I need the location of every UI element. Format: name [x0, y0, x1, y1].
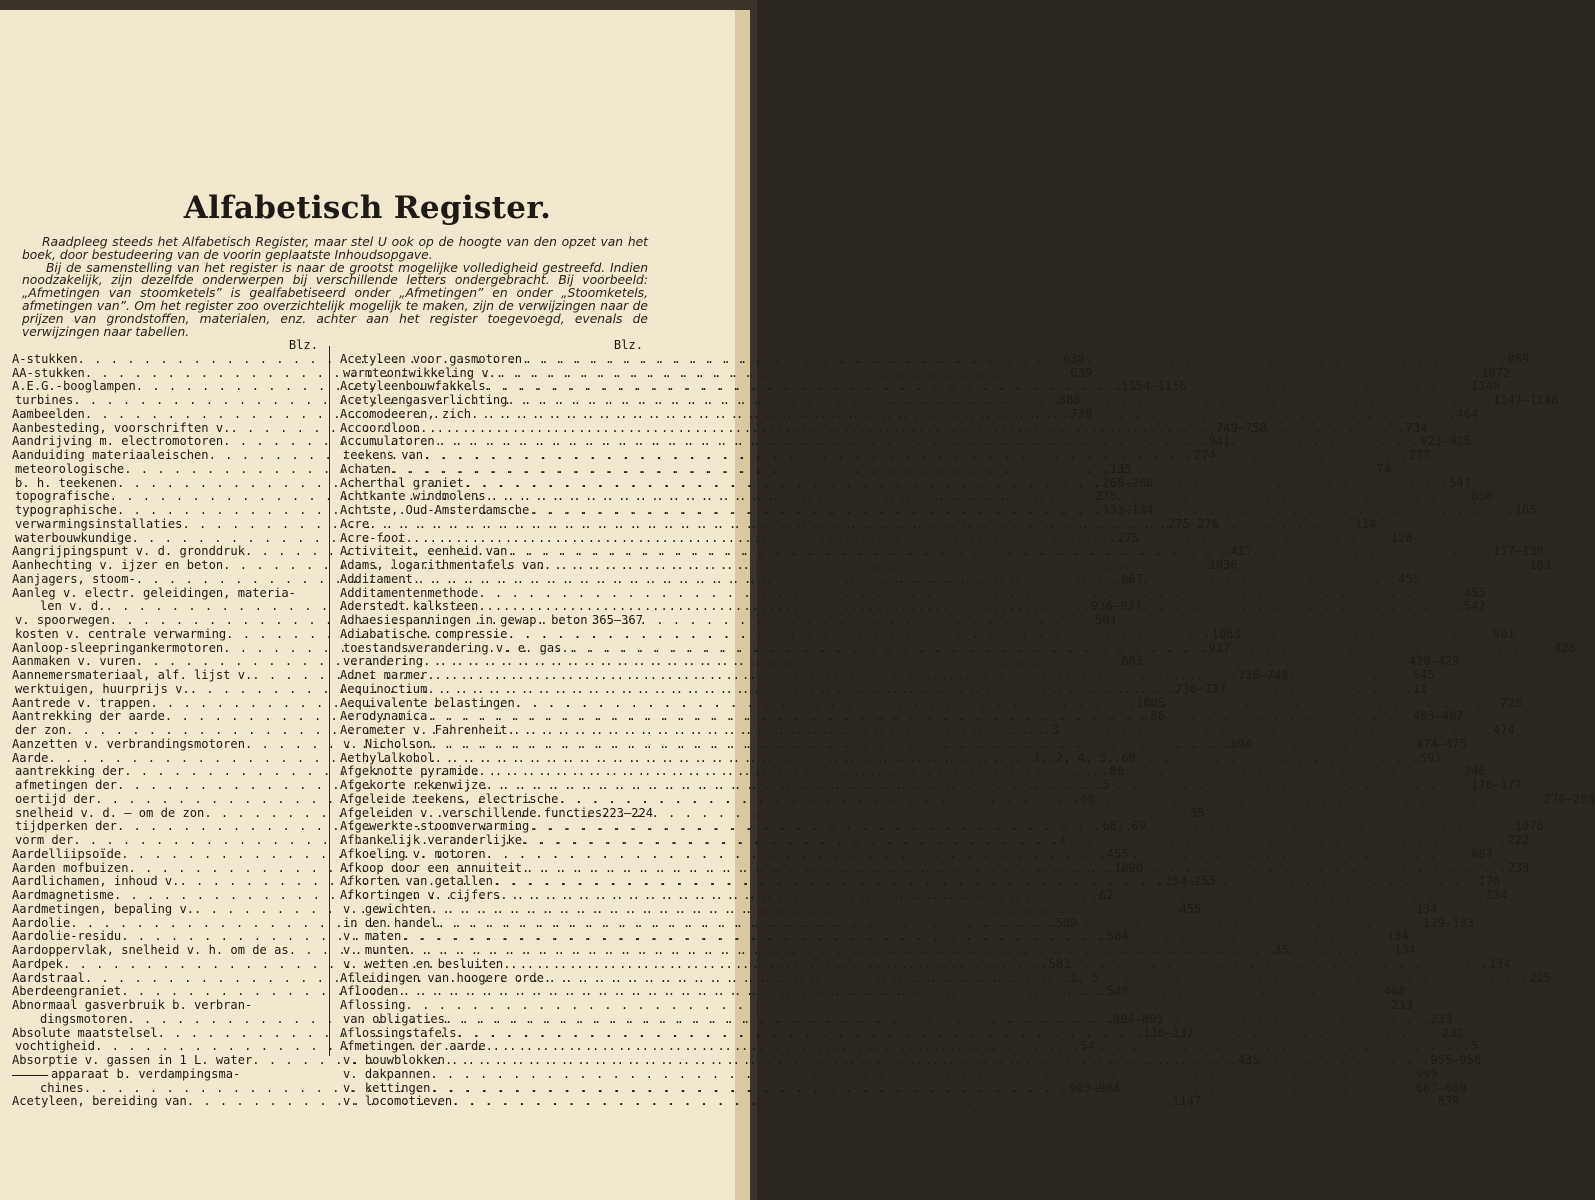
entry-page: 277 — [1408, 448, 1431, 462]
page-label: Blz. — [288, 338, 318, 352]
dot-leader — [452, 1095, 1437, 1109]
entry-page: 999 — [1415, 1066, 1438, 1081]
entry-term: Activiteit, eenheid van — [340, 544, 508, 559]
entry-term: Aanmaken v. vuren — [12, 654, 136, 669]
column-header — [12, 339, 318, 353]
entry-term: Aandrijving m. electromotoren — [12, 434, 224, 449]
dot-leader — [391, 463, 1376, 477]
entry-term: Aerometer v. Fahrenheit — [340, 723, 508, 737]
entry-term: Aflossing — [340, 998, 406, 1012]
dot-leader — [486, 779, 1471, 793]
register-entry — [340, 833, 1530, 848]
entry-page: 591 — [1420, 750, 1442, 765]
entry-term: Aberdeengraniet — [12, 984, 122, 999]
entry-term: Aerodynamica — [340, 709, 428, 724]
dot-leader — [430, 1082, 1415, 1096]
entry-term: dingsmotoren — [40, 1011, 128, 1026]
entry-term: Afhankelijk veranderlijke — [340, 833, 523, 847]
entry-page: 894—895 — [1112, 1011, 1164, 1026]
entry-term: Aderstedt kalksteen — [340, 599, 479, 614]
dot-leader — [478, 600, 1463, 614]
entry-term: v. kettingen — [343, 1080, 431, 1095]
entry-term: v. gewichten — [343, 901, 431, 916]
entry-page: 749—750 — [1215, 420, 1267, 435]
entry-term: kosten v. centrale verwarming — [15, 626, 227, 641]
dot-leader — [493, 875, 1478, 889]
intro-paragraph-1: Raadpleeg steeds het Alfabetisch Register, maar stel U ook op de hoogte van den opzet van het boek, door bestudeering van de voorin geplaatste Inhoudsopgave. — [22, 235, 648, 262]
entry-page: 455 — [1179, 901, 1202, 916]
dot-leader — [430, 738, 1415, 752]
entry-page: 738—748 — [1237, 668, 1289, 682]
entry-term: Aequinoctium — [340, 681, 428, 696]
register-entry — [12, 587, 318, 601]
entry-page: 222 — [1507, 833, 1530, 847]
entry-term: Aardoppervlak, snelheid v. h. om de as — [12, 943, 289, 957]
entry-page: 3 — [1051, 723, 1059, 737]
entry-term: Aanhechting v. ijzer en beton — [12, 558, 224, 572]
entry-term: v. wetten en besluiten — [343, 956, 504, 971]
dot-leader — [423, 655, 1408, 669]
entry-page: 35 — [1189, 805, 1205, 820]
entry-page: 583 — [1048, 956, 1071, 971]
entry-page: 880 — [1058, 393, 1081, 407]
entry-page: 403—407 — [1412, 709, 1464, 724]
entry-page: 54 — [1080, 1039, 1096, 1054]
register-entry — [340, 1066, 1438, 1082]
entry-page: 901 — [1492, 626, 1515, 641]
entry-term: Additamentenmethode — [340, 585, 479, 600]
entry-page: 894 — [1230, 736, 1253, 751]
dot-leader — [544, 972, 1529, 986]
entry-term: Absolute maatstelsel — [12, 1025, 158, 1040]
entry-page: 863 — [1121, 654, 1144, 669]
entry-page: 728 — [1500, 695, 1523, 710]
entry-term: Aanduiding materiaaleischen — [12, 448, 209, 462]
dot-leader — [430, 903, 1415, 917]
entry-page: 547 — [1449, 475, 1472, 490]
entry-page: 468 — [1383, 984, 1406, 999]
entry-term: Acetyleengasverlichting — [340, 393, 508, 407]
entry-term: Aantrede v. trappen — [12, 695, 151, 710]
dot-leader — [529, 504, 1514, 518]
entry-page: 68 — [1080, 791, 1096, 806]
entry-page: 133—134 — [1102, 503, 1154, 517]
entry-page: 134 — [1386, 929, 1409, 944]
dot-leader — [486, 490, 1471, 504]
entry-page: 1005 — [1135, 695, 1165, 710]
entry-page: 274 — [1194, 448, 1216, 462]
entry-term: len v. d. — [40, 599, 106, 614]
dot-leader — [457, 1027, 1442, 1041]
entry-page: 435 — [1237, 1053, 1260, 1067]
dot-leader — [544, 559, 1529, 573]
entry-term: Aardlichamen, inhoud v. — [12, 874, 180, 889]
entry-page: 1072 — [1481, 365, 1511, 380]
entry-page: 1078 — [1514, 819, 1544, 834]
entry-page: 474 — [1492, 723, 1515, 737]
entry-term: van obligaties — [343, 1011, 445, 1026]
dot-leader — [464, 477, 1449, 491]
dot-leader — [296, 587, 318, 601]
dot-leader — [529, 820, 1514, 834]
entry-term: apparaat b. verdampingsma- — [51, 1066, 241, 1081]
entry-page: 365—367 — [592, 613, 643, 627]
entry-page: 548 — [1106, 984, 1129, 999]
entry-term: Afgeleiden v. verschillende functies — [340, 805, 603, 820]
dot-leader — [507, 628, 1492, 642]
dot-leader — [406, 999, 1391, 1013]
entry-term: Achtste, Oud-Amsterdamsche — [340, 503, 530, 517]
dot-leader — [427, 710, 1412, 724]
entry-term: chines — [40, 1080, 84, 1095]
entry-term: snelheid v. d. — om de zon — [15, 805, 205, 820]
dot-leader — [398, 985, 1383, 999]
dot-leader — [435, 752, 1420, 766]
entry-term: Aflooden — [340, 984, 399, 999]
entry-page: 501 — [1095, 613, 1117, 627]
entry-page: 254—255 — [1164, 874, 1216, 889]
entry-term: Abnormaal gasverbruik b. verbran- — [12, 998, 253, 1012]
entry-page: 545 — [1412, 668, 1435, 682]
entry-term: Afkoeling v. motoren — [340, 846, 486, 861]
entry-term: Acetyleenbouwfakkels — [340, 379, 486, 394]
intro-paragraph-2: Bij de samenstelling van het register is naar de grootst mogelijke volledigheid gestreefd. Indien noodzakelijk, zijn dezelfde onderwerpen bij verschillende letters ondergebracht. Bij voorbeeld: „Afmetingen van stoomketels” is gealfabetiseerd onder „Afmetingen” en onder „Stoomketels, afmetingen van”. Om het register zoo overzichtelijk mogelijk te maken, zijn de verwijzingen naar de prijzen van grondstoffen, materialen, enz. achter aan het register toegevoegd, evenals de verwijzingen naar tabellen. — [22, 260, 648, 339]
entry-page: 225 — [1529, 970, 1552, 985]
entry-term: Aannemersmateriaal, alf. lijst v. — [12, 668, 253, 682]
entry-term: Absorptie v. gassen in 1 L. water — [12, 1053, 253, 1067]
dot-leader — [252, 999, 318, 1013]
entry-term: Acre — [340, 516, 370, 531]
dot-leader — [486, 848, 1471, 862]
entry-page: 86 — [1150, 709, 1165, 724]
entry-term: Aanloop-sleepringankermotoren — [12, 640, 224, 655]
entry-term: A-stukken — [12, 351, 78, 366]
dot-leader — [413, 573, 1398, 587]
intro-text — [22, 236, 648, 338]
entry-page: 62 — [1099, 888, 1114, 902]
entry-page: 11 — [1412, 681, 1428, 696]
entry-term: Aangrijpingspunt v. d. gronddruk — [12, 544, 245, 559]
entry-term: Aambeelden — [12, 406, 85, 421]
entry-term: Aarden mofbuizen — [12, 860, 129, 875]
entry-term: meteorologische — [15, 461, 125, 476]
dot-leader — [409, 944, 1394, 958]
dot-leader — [522, 862, 1507, 876]
entry-page: 638 — [1062, 351, 1085, 366]
entry-page: 734 — [1405, 420, 1428, 435]
entry-page: 136—137 — [1143, 1025, 1195, 1040]
entry-page: 35 — [1274, 943, 1289, 957]
entry-page: 223—224 — [602, 805, 654, 820]
entry-page: 233 — [1390, 998, 1413, 1012]
entry-term: Adams, logarithmentafels van — [340, 558, 544, 572]
column-header — [340, 339, 643, 353]
register-entry — [12, 1068, 318, 1082]
entry-page: 183 — [1529, 558, 1552, 572]
page-title: Alfabetisch Register. — [183, 190, 552, 226]
entry-page: 903—904 — [1069, 1080, 1121, 1095]
dot-leader — [522, 353, 1507, 367]
dot-leader — [569, 642, 1554, 656]
entry-page: 233 — [1507, 860, 1530, 875]
entry-page: 176—177 — [1471, 778, 1523, 792]
entry-term: aantrekking der — [15, 764, 125, 779]
entry-term: oertijd der — [15, 791, 96, 806]
entry-term: Accumulatoren — [340, 434, 435, 449]
dot-leader — [438, 917, 1423, 931]
entry-term: warmteontwikkeling v. — [343, 365, 496, 380]
entry-page: 1147 — [1172, 1094, 1202, 1109]
entry-page: 1154—1156 — [1121, 379, 1187, 394]
entry-term: v. munten — [343, 943, 409, 957]
entry-term: Afgewerkte-stoomverwarming — [340, 819, 530, 834]
entry-page: 428 — [1554, 640, 1577, 655]
entry-term: Achtkante windmolens — [340, 489, 486, 504]
entry-page: 941 — [1208, 434, 1231, 449]
entry-page: 134 — [1415, 901, 1438, 916]
entry-page: 738 — [1070, 406, 1093, 421]
dot-leader — [478, 587, 1463, 601]
entry-term: Aethylalkohol — [340, 750, 435, 765]
entry-term: Afgeknotte pyramide — [340, 764, 479, 779]
entry-page: 1036 — [1208, 558, 1238, 572]
entry-term: werktuigen, huurprijs v. — [15, 681, 190, 696]
entry-term: v. locomotieven — [343, 1094, 453, 1109]
entry-term: Afmetingen der aarde — [340, 1039, 486, 1054]
dot-leader — [503, 958, 1488, 972]
entry-term: Afgeleide teekens, electrische — [340, 791, 559, 806]
entry-term: verwarmingsinstallaties — [15, 516, 183, 531]
entry-page: 275 — [1116, 530, 1139, 545]
entry-page: 889 — [1507, 351, 1530, 366]
entry-term: Acetyleen voor gasmotoren — [340, 351, 523, 366]
entry-page: 74 — [1376, 461, 1391, 476]
entry-term: Afleidingen van hoogere orde — [340, 970, 544, 985]
entry-page: 1148 — [1471, 379, 1501, 394]
dot-leader — [240, 1068, 318, 1082]
dot-leader — [486, 380, 1471, 394]
register-entry — [12, 999, 318, 1013]
entry-term: verandering — [343, 654, 424, 669]
entry-page: 176 — [1478, 874, 1501, 889]
entry-page: 134 — [1488, 956, 1511, 971]
dot-leader — [496, 367, 1481, 381]
entry-term: v. Nicholson — [343, 736, 431, 751]
entry-term: Aequivalente belastingen — [340, 695, 515, 710]
entry-page: 275 — [1095, 489, 1117, 504]
entry-term: teekens van — [343, 448, 424, 462]
entry-page: 584 — [1106, 929, 1129, 944]
entry-term: der zon — [15, 723, 66, 737]
entry-term: Acre-foot — [340, 530, 406, 545]
dot-leader — [420, 422, 1405, 436]
dot-leader — [507, 724, 1492, 738]
entry-term: Aanleg v. electr. geleidingen, materia- — [12, 585, 296, 600]
entry-term: Accoordloon — [340, 420, 421, 435]
entry-page: 1, 2, 4, 5, 68 — [1033, 750, 1136, 765]
dot-leader — [435, 435, 1420, 449]
entry-page: 736—737 — [1175, 681, 1227, 696]
register-entry — [340, 723, 1515, 738]
register-entry — [340, 778, 1523, 793]
dot-leader — [369, 518, 1354, 532]
register-entry — [340, 970, 1552, 986]
entry-term: Aanbesteding, voorschriften v. — [12, 420, 231, 435]
entry-page: 105 — [1514, 503, 1537, 517]
dot-leader — [423, 449, 1408, 463]
entry-page: 936—937 — [1090, 599, 1142, 614]
entry-term: Aardolie — [12, 915, 71, 930]
entry-term: Afkortingen v. cijfers — [340, 888, 501, 902]
entry-term: vorm der — [15, 833, 74, 847]
entry-term: v. dakpannen — [343, 1066, 431, 1081]
entry-term: toestandsverandering v. e. gas. — [343, 640, 569, 655]
dot-leader — [445, 1013, 1430, 1027]
entry-term: Afgekorte rekenwijze — [340, 778, 486, 792]
entry-page: 879 — [1437, 1094, 1460, 1109]
register-entry — [340, 805, 654, 821]
entry-page: 667—669 — [1415, 1080, 1467, 1095]
entry-page: 850 — [1471, 489, 1493, 504]
entry-page: 639 — [1070, 365, 1093, 380]
entry-term: Accomodeeren, zich — [340, 406, 472, 421]
entry-term: afmetingen der — [15, 778, 117, 792]
entry-page: 114 — [1354, 516, 1377, 531]
entry-term: Aanzetten v. verbrandingsmotoren — [12, 736, 245, 751]
entry-term: Aardmetingen, bepaling v. — [12, 901, 195, 916]
entry-page: 1090 — [1113, 860, 1144, 875]
register-entry — [340, 585, 1486, 601]
entry-term: Afkorten van getallen — [340, 874, 493, 889]
dot-leader — [500, 889, 1485, 903]
entry-page: 134 — [1485, 888, 1508, 902]
entry-term: Aantrekking der aarde — [12, 709, 165, 724]
dot-leader — [486, 1040, 1471, 1054]
entry-page: 1083 — [1211, 626, 1241, 641]
dot-leader — [478, 765, 1463, 779]
entry-page: 4 — [1058, 833, 1066, 847]
entry-page: 68, 69 — [1102, 819, 1147, 834]
register-entry — [340, 614, 643, 628]
entry-term: AA-stukken — [12, 365, 85, 380]
entry-page: 268—286 — [1102, 475, 1154, 490]
entry-page: 232 — [1441, 1025, 1464, 1040]
dot-leader — [471, 408, 1456, 422]
entry-term: Acherthal graniet — [340, 475, 464, 490]
entry-term: Aardelliipsoïde — [12, 846, 122, 861]
entry-page: 134 — [1393, 943, 1416, 957]
entry-page: 129—133 — [1423, 915, 1475, 930]
entry-term: Adiabatische compressie — [340, 626, 508, 641]
entry-page: 428—429 — [1408, 654, 1460, 669]
entry-page: 455 — [1106, 846, 1129, 861]
entry-page: 464 — [1456, 406, 1479, 421]
entry-page: 867 — [1121, 571, 1144, 586]
entry-page: 455 — [1398, 571, 1421, 586]
entry-term: in den handel — [343, 915, 438, 930]
entry-page: 923—925 — [1420, 434, 1472, 449]
entry-page: 455 — [1463, 585, 1486, 600]
entry-page: 86 — [1109, 764, 1125, 779]
entry-page: 246 — [1463, 764, 1486, 779]
entry-page: 275—276 — [1167, 516, 1219, 531]
dot-leader — [507, 545, 1492, 559]
entry-term: Aardmagnetisme — [12, 888, 114, 902]
entry-page: 135 — [1109, 461, 1132, 476]
entry-term: v. spoorwegen — [15, 613, 110, 627]
dot-leader — [406, 532, 1391, 546]
entry-page: 137—138 — [1492, 544, 1544, 559]
entry-page: 2, 5 — [1070, 970, 1100, 985]
entry-term: Achaten — [340, 461, 391, 476]
entry-term: Aarde — [12, 750, 49, 765]
entry-term: A.E.G.-booglampen — [12, 379, 136, 394]
dot-leader — [430, 1068, 1415, 1082]
entry-term: Adnet marmer — [340, 668, 428, 682]
entry-page: 589 — [1055, 915, 1078, 930]
entry-page: 955—956 — [1430, 1053, 1482, 1067]
entry-page: 474—475 — [1415, 736, 1467, 751]
entry-term: Acetyleen, bereiding van — [12, 1094, 187, 1109]
entry-term: typographische — [15, 503, 117, 517]
dot-leader — [445, 1054, 1430, 1068]
entry-page: 276—280 — [1543, 791, 1595, 806]
entry-term: turbines — [15, 393, 74, 407]
register-entry — [340, 998, 1413, 1013]
entry-term: b. h. teekenen — [15, 475, 117, 490]
repeat-dash — [12, 1068, 48, 1076]
entry-page: 887 — [1471, 846, 1493, 861]
entry-term: v. bouwblokken — [343, 1053, 445, 1067]
entry-term: topografische — [15, 489, 110, 504]
page-label: Blz. — [613, 338, 643, 352]
entry-page: 917 — [1208, 640, 1231, 655]
dot-leader — [522, 834, 1507, 848]
entry-term: tijdperken der — [15, 819, 117, 834]
entry-page: 5 — [1102, 778, 1110, 792]
dot-leader — [515, 697, 1500, 711]
dot-leader — [427, 683, 1412, 697]
dot-leader — [558, 793, 1543, 807]
entry-term: Additament — [340, 571, 413, 586]
entry-page: 1147—1148 — [1492, 393, 1559, 407]
entry-term: Aflossingstafels — [340, 1025, 457, 1040]
dot-leader — [427, 669, 1412, 683]
entry-term: Aardstraal — [12, 970, 85, 985]
entry-term: vochtigheid — [15, 1039, 96, 1054]
entry-page: 5 — [1471, 1039, 1479, 1054]
entry-term: Aardolie-residu — [12, 929, 122, 944]
dot-leader — [507, 394, 1492, 408]
entry-page: 542 — [1463, 599, 1486, 614]
entry-term: v. maten — [343, 929, 402, 944]
entry-term: Aanjagers, stoom- — [12, 571, 136, 586]
entry-page: 128 — [1390, 530, 1413, 545]
entry-term: Afkoop door een annuiteit — [340, 860, 523, 875]
dot-leader — [401, 930, 1386, 944]
entry-term: waterbouwkundige — [15, 530, 132, 545]
entry-page: 233 — [1430, 1011, 1453, 1026]
entry-term: Aardpek — [12, 956, 63, 971]
entry-term: Adhaesiespanningen in gewap. beton — [340, 613, 588, 627]
entry-page: 417 — [1230, 544, 1253, 559]
